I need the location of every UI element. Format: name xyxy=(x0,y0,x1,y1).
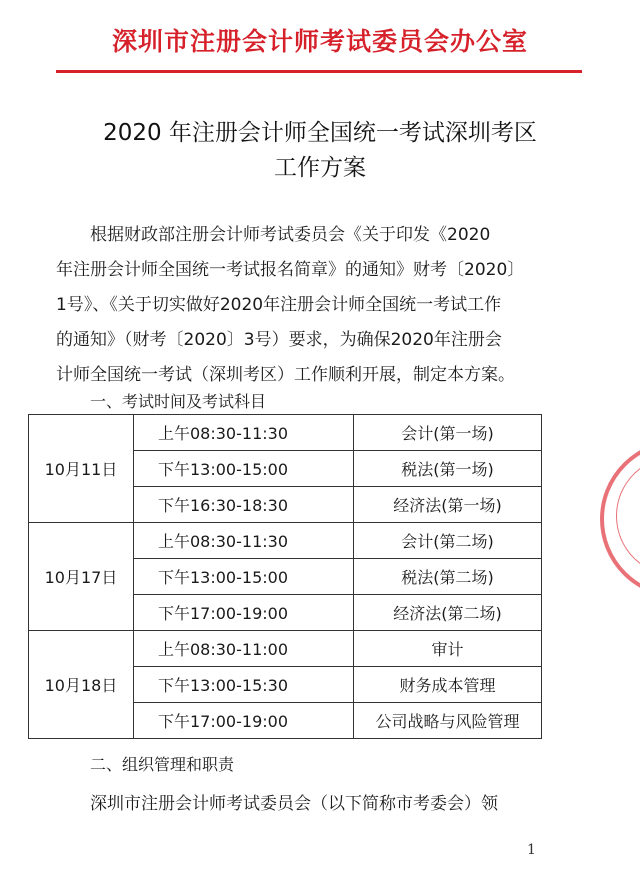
section-heading-organization: 二、组织管理和职责 xyxy=(90,755,235,774)
table-row xyxy=(29,415,542,451)
exam-date-cell: 10月17日 xyxy=(29,523,134,631)
exam-time-cell: 上午08:30-11:00 xyxy=(134,631,354,667)
exam-schedule-table xyxy=(28,414,542,739)
page-number: 1 xyxy=(527,842,536,858)
exam-date-cell: 10月11日 xyxy=(29,415,134,523)
exam-subject-cell: 税法(第二场) xyxy=(354,559,542,595)
exam-time-cell: 上午08:30-11:30 xyxy=(134,523,354,559)
exam-time-cell: 下午17:00-19:00 xyxy=(134,595,354,631)
letterhead-red-rule xyxy=(56,70,582,73)
table-row xyxy=(29,631,542,667)
exam-time-cell: 下午13:00-15:30 xyxy=(134,667,354,703)
exam-subject-cell: 审计 xyxy=(354,631,542,667)
exam-subject-cell: 税法(第一场) xyxy=(354,451,542,487)
section-heading-exam-schedule: 一、考试时间及考试科目 xyxy=(90,392,267,411)
intro-paragraph-line: 的通知》（财考〔2020〕3号）要求，为确保2020年注册会 xyxy=(56,330,502,350)
exam-time-cell: 下午13:00-15:00 xyxy=(134,451,354,487)
intro-paragraph-line: 1号》、《关于切实做好2020年注册会计师全国统一考试工作 xyxy=(56,295,502,315)
intro-paragraph-line: 年注册会计师全国统一考试报名简章》的通知》财考〔2020〕 xyxy=(56,260,525,280)
exam-subject-cell: 经济法(第二场) xyxy=(354,595,542,631)
exam-time-cell: 下午13:00-15:00 xyxy=(134,559,354,595)
exam-subject-cell: 会计(第二场) xyxy=(354,523,542,559)
table-row xyxy=(29,523,542,559)
intro-paragraph-line: 根据财政部注册会计师考试委员会《关于印发《2020 xyxy=(90,225,491,245)
official-seal-inner-ring xyxy=(616,456,640,576)
exam-subject-cell: 经济法(第一场) xyxy=(354,487,542,523)
exam-subject-cell: 公司战略与风险管理 xyxy=(354,703,542,739)
exam-subject-cell: 会计(第一场) xyxy=(354,415,542,451)
exam-time-cell: 下午17:00-19:00 xyxy=(134,703,354,739)
document-title-line-1: 2020 年注册会计师全国统一考试深圳考区 xyxy=(103,120,537,146)
intro-paragraph-line: 计师全国统一考试（深圳考区）工作顺利开展，制定本方案。 xyxy=(56,365,515,385)
letterhead-org-name: 深圳市注册会计师考试委员会办公室 xyxy=(111,27,528,56)
exam-time-cell: 上午08:30-11:30 xyxy=(134,415,354,451)
document-title-line-2: 工作方案 xyxy=(274,155,366,181)
exam-date-cell: 10月18日 xyxy=(29,631,134,739)
section-2-paragraph-line: 深圳市注册会计师考试委员会（以下简称市考委会）领 xyxy=(90,794,498,814)
exam-time-cell: 下午16:30-18:30 xyxy=(134,487,354,523)
exam-subject-cell: 财务成本管理 xyxy=(354,667,542,703)
official-seal-stamp xyxy=(600,440,640,598)
